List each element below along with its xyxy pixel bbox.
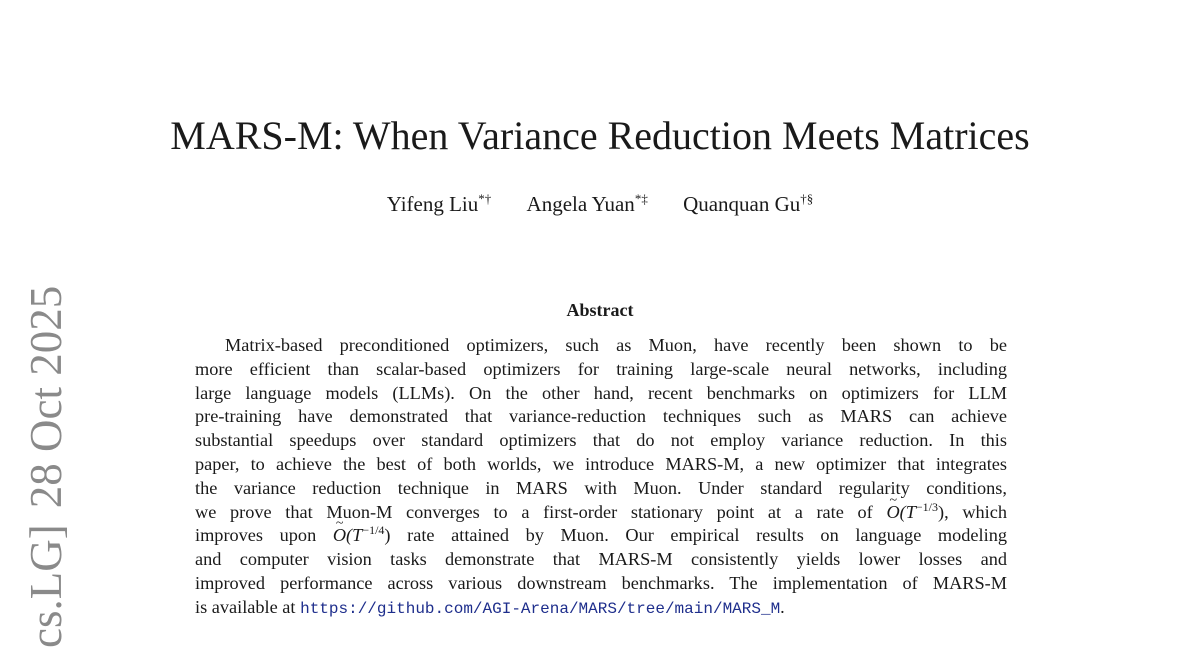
abstract-text: ), which <box>938 501 1008 522</box>
abstract-text: improves upon <box>195 525 317 546</box>
abstract-body <box>195 334 1007 620</box>
abstract-line: paper, to achieve the best of both worlds, we introduce MARS-M, a new optimizer that integrates <box>195 453 1007 474</box>
rate-exponent: −1/4 <box>362 523 385 538</box>
arxiv-category: cs.LG] <box>21 524 71 648</box>
abstract-heading: Abstract <box>566 300 634 320</box>
arxiv-sidebar-stamp <box>21 285 71 648</box>
author-affiliation-marks: †§ <box>800 191 814 206</box>
abstract-line: Matrix-based preconditioned optimizers, such as Muon, have recently been shown to be <box>225 335 1007 355</box>
author-name: Angela Yuan <box>526 192 635 216</box>
abstract-line: and computer vision tasks demonstrate that MARS-M consistently yields lower losses and <box>195 549 1007 570</box>
abstract-line: improved performance across various downstream benchmarks. The implementation of MARS-M <box>195 572 1007 593</box>
author-name: Yifeng Liu <box>386 192 479 216</box>
abstract-text: we prove that Muon-M converges to a first-order stationary point at a rate of <box>195 501 873 522</box>
arxiv-date: 28 Oct 2025 <box>21 285 71 509</box>
abstract-line-rate-2 <box>195 524 1007 548</box>
abstract-line: pre-training have demonstrated that variance-reduction techniques such as MARS can achieve <box>195 406 1007 427</box>
author-2 <box>527 190 648 218</box>
rate-exponent: −1/3 <box>915 499 939 514</box>
abstract-line-link <box>195 596 1007 620</box>
big-o-tilde-symbol: ~ O(T <box>333 524 362 548</box>
abstract-text: . <box>780 596 785 617</box>
author-list <box>0 190 1200 218</box>
author-3 <box>683 190 813 218</box>
abstract-text: ) rate attained by Muon. Our empirical results on language modeling <box>384 525 1007 546</box>
author-affiliation-marks: *† <box>478 191 492 206</box>
abstract-line: more efficient than scalar-based optimizers for training large-scale neural networks, including <box>195 358 1007 379</box>
abstract-line: substantial speedups over standard optimizers that do not employ variance reduction. In this <box>195 430 1007 451</box>
abstract-line-rate-1 <box>195 501 1007 525</box>
author-name: Quanquan Gu <box>683 192 801 216</box>
abstract-line: the variance reduction technique in MARS with Muon. Under standard regularity conditions, <box>195 477 1007 498</box>
abstract-text: is available at <box>195 596 296 617</box>
github-repo-link[interactable]: https://github.com/AGI-Arena/MARS/tree/main/MARS_M <box>300 599 781 618</box>
convergence-rate-math <box>886 499 939 522</box>
author-affiliation-marks: *‡ <box>634 191 648 206</box>
baseline-rate-math <box>333 525 385 545</box>
abstract-line: large language models (LLMs). On the other hand, recent benchmarks on optimizers for LLM <box>195 382 1007 403</box>
paper-title: MARS-M: When Variance Reduction Meets Matrices <box>170 113 1030 158</box>
author-1 <box>387 190 492 218</box>
big-o-tilde-symbol: ~ O(T <box>886 501 915 525</box>
